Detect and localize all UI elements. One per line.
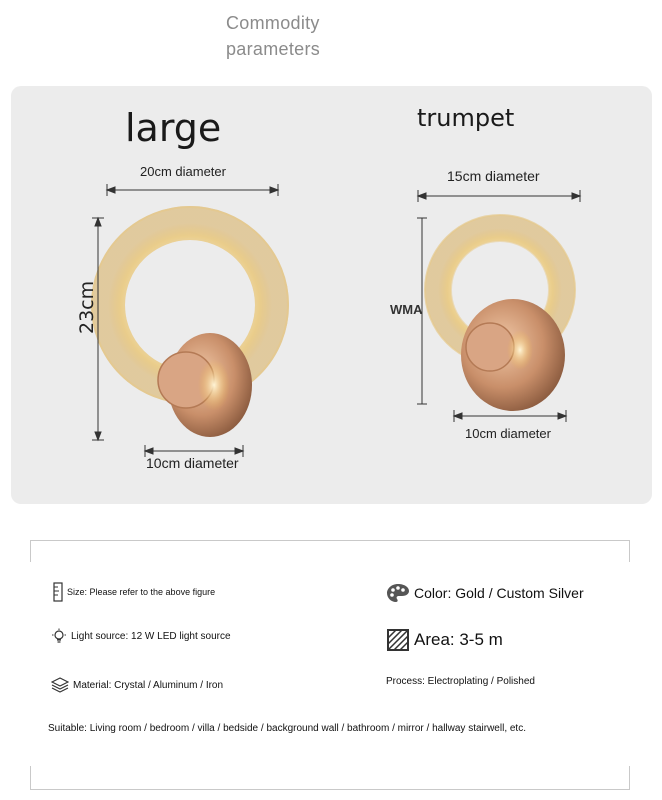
spec-size	[53, 582, 215, 602]
palette-icon	[386, 583, 410, 603]
spec-process-text: Process: Electroplating / Polished	[386, 676, 535, 687]
box-bottom-border	[30, 789, 630, 790]
box-right-tick-top	[629, 540, 630, 562]
spec-size-text: Size: Please refer to the above figure	[67, 587, 216, 597]
spec-light-source	[51, 628, 231, 644]
spec-area-text: Area: 3-5 m	[414, 630, 503, 649]
lightbulb-icon	[51, 628, 67, 644]
large-top-dimension: 20cm diameter	[140, 164, 226, 179]
ruler-icon	[53, 582, 63, 602]
box-top-border	[30, 540, 630, 541]
spec-suitable-text: Suitable: Living room / bedroom / villa / bedside / background wall / bathroom / mirror / hallway stairwell, etc.	[48, 723, 526, 734]
spec-area	[386, 628, 503, 652]
title-line-1: Commodity	[226, 13, 320, 33]
trumpet-bottom-dimension: 10cm diameter	[465, 426, 551, 441]
product-dimension-panel	[11, 86, 652, 504]
page-title	[226, 10, 366, 62]
box-right-tick-bottom	[629, 766, 630, 790]
trumpet-size-label: trumpet	[417, 104, 515, 132]
large-height-dimension: 23cm	[76, 280, 98, 334]
layers-icon	[51, 676, 69, 694]
spec-color	[386, 583, 584, 603]
specification-box	[30, 540, 630, 790]
trumpet-top-dimension: 15cm diameter	[447, 168, 540, 184]
spec-process	[386, 676, 535, 687]
spec-light-source-text: Light source: 12 W LED light source	[71, 630, 231, 642]
spec-material	[51, 676, 223, 694]
trumpet-side-text: WMA	[390, 302, 422, 317]
large-bottom-dimension: 10cm diameter	[146, 455, 239, 471]
spec-suitable	[48, 723, 526, 734]
large-size-label: large	[125, 106, 222, 150]
spec-color-text: Color: Gold / Custom Silver	[414, 585, 584, 601]
box-left-tick-bottom	[30, 766, 31, 790]
box-left-tick-top	[30, 540, 31, 562]
title-line-2: parameters	[226, 39, 321, 59]
spec-material-text: Material: Crystal / Aluminum / Iron	[73, 679, 224, 691]
area-grid-icon	[386, 628, 410, 652]
